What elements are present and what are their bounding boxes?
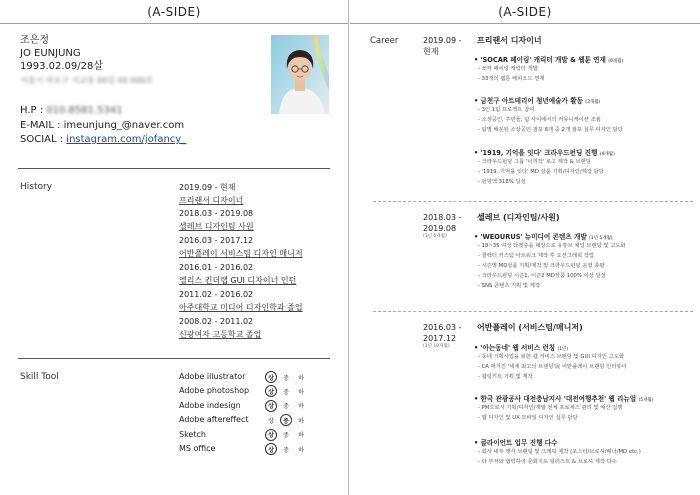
history-date: 2016.03 - 2017.12 (179, 236, 254, 245)
career-date (423, 322, 462, 350)
project-detail: - 시즌별 MD상품 기획/제작 및 크라우드펀딩 운영 총괄 (478, 263, 605, 269)
project-detail: - 크라우드펀딩 시즌1, 시즌2 MD상품 100% 이상 달성 (478, 273, 606, 279)
career-divider (373, 201, 693, 202)
project-count: (6개월) (608, 59, 624, 64)
project-name: 'SOCAR 페이링' 캐릭터 개발 & 웹툰 연재 (480, 56, 606, 64)
left-page-header: (A-SIDE) (0, 0, 348, 24)
history-date: 2018.03 - 2019.08 (179, 209, 254, 218)
left-page (0, 0, 348, 495)
project-detail: - PM으로서 기획/디자인/개발 전체 프로세스 관리 및 예산 집행 (478, 405, 623, 411)
skill-name: Adobe indesign (179, 400, 241, 410)
project-detail: - 웹링키트 기획 및 제작 (478, 374, 533, 380)
skill-label: Skill Tool (20, 372, 59, 382)
career-date-start: 2016.03 - (423, 323, 462, 332)
skill-level-mark: 중 (283, 403, 289, 411)
history-entry: 엘리스 킨더랩 GUI 디자이너 인턴 (179, 276, 297, 285)
right-page (350, 0, 700, 495)
project-detail: - 동네 기획사업을 위한 웹 서비스 브랜딩 및 GUI 디자인 고도화 (478, 354, 624, 360)
phone-label: H.P : (20, 105, 47, 116)
project-name: 한국 관광공사 대전충남지사 '대전여행추천' 웹 리뉴얼 (480, 395, 637, 403)
skill-level-mark: 상 (265, 400, 277, 412)
divider-skill (18, 358, 330, 359)
skill-level-mark: 중 (280, 414, 292, 426)
skill-level-mark: 상 (265, 385, 277, 397)
history-entry: 어반플레이 서비스팀 디자인 매니저 (179, 249, 303, 258)
skill-level-mark: 중 (283, 446, 289, 454)
history-date: 2016.01 - 2016.02 (179, 263, 254, 272)
project-detail: - 18~35 여성 타겟층을 대상으로 유튜브 채널 브랜딩 및 고도화 (478, 243, 626, 249)
skill-level-mark: 하 (298, 403, 304, 411)
skill-level-mark: 하 (298, 417, 304, 425)
skill-name: Sketch (179, 429, 206, 439)
career-date (423, 35, 462, 57)
project-name: 'WEOURUS' 뉴미디어 콘텐츠 개발 (480, 233, 587, 241)
email-row (20, 119, 184, 132)
skill-row (179, 400, 339, 414)
history-entry: 셀레브 디자인팀 사원 (179, 222, 254, 231)
skill-row (179, 443, 339, 457)
email-value[interactable]: imeunjung_@naver.com (63, 120, 185, 131)
skill-level (265, 400, 307, 412)
name-korean: 조은정 (20, 35, 49, 46)
project-detail: - 웹 디자인 및 UX 모바일 디자인 실무 담당 (478, 415, 578, 421)
skill-row (179, 385, 339, 399)
skill-level (265, 429, 307, 441)
skill-name: Adobe photoshop (179, 386, 250, 396)
skill-name: Adobe aftereffect (179, 415, 249, 425)
date-of-birth: 1993.02.09/28살 (20, 61, 104, 72)
career-title: 어반플레이 (서비스팀/매니저) (477, 323, 583, 332)
project-detail: - '1919, 기억을 잇다' MD 상품 기획/디자인/제작 담당 (478, 169, 604, 175)
project-count: (5개월) (638, 398, 654, 403)
project-detail: - 펀딩액 318% 달성 (478, 179, 526, 185)
skill-row (179, 371, 339, 385)
skill-level-mark: 중 (283, 432, 289, 440)
project-heading: • 'WEOURUS' 뉴미디어 콘텐츠 개발 (1년 5개월) (474, 233, 613, 241)
project-detail: - 소상공인, 주민들, 팀 사이에서의 커뮤니케이션 조율 (478, 117, 601, 123)
project-detail: - CA 매거진 '세계 최고의 브랜딩'展 어반플레이 브랜딩 인터뷰이 (478, 364, 627, 370)
project-detail: - 회사 내부 행사 브랜딩 및 그래픽 제작 (포스터/브로셔/배너/MD etc.) (478, 449, 641, 455)
history-entry: 신광여자 고등학교 졸업 (179, 330, 262, 339)
email-label: E-MAIL : (20, 120, 64, 131)
project-heading: • 한국 관광공사 대전충남지사 '대전여행추천' 웹 리뉴얼 (5개월) (474, 395, 654, 403)
project-name: '아는동네' 웹 서비스 런칭 (480, 344, 556, 352)
project-heading: • '1919, 기억을 잇다' 크라우드펀딩 진행 (4개월) (474, 149, 615, 157)
history-entry: 아주대학교 미디어 디자인학과 졸업 (179, 303, 303, 312)
project-detail: - SNS 콘텐츠 기획 및 제작 (478, 283, 540, 289)
skill-level-mark: 하 (298, 374, 304, 382)
skill-level-mark: 상 (265, 429, 277, 441)
skill-row (179, 414, 339, 428)
project-detail: - 3인 1팀 프로젝트 참여 (478, 107, 535, 113)
project-name: 클라이언트 업무 진행 다수 (480, 439, 558, 447)
skill-level-mark: 상 (268, 417, 274, 425)
project-heading: • 클라이언트 업무 진행 다수 (474, 439, 558, 447)
skill-level (265, 443, 307, 455)
project-count: (4개월) (599, 152, 615, 157)
address: 서울시 마포구 서교동 00길 00 000호 (20, 76, 154, 85)
project-detail: - 쏘카 페이링 캐릭터 개발 (478, 66, 538, 72)
skill-level (265, 414, 307, 426)
project-count: (1년) (557, 347, 569, 352)
project-detail: - 33개의 웹툰 에피소드 연재 (478, 76, 545, 82)
career-title: 셀레브 (디자인팀/사원) (477, 213, 560, 222)
social-row (20, 133, 186, 146)
skill-level-mark: 하 (298, 388, 304, 396)
career-date (423, 212, 462, 240)
social-link[interactable]: instagram.com/jofancy_ (66, 134, 187, 145)
history-label: History (20, 182, 53, 192)
skill-level-mark: 상 (265, 371, 277, 383)
skill-level (265, 385, 307, 397)
project-detail: - 크라우드펀딩 그룹 '이끼작' 로고 제작 & 브랜딩 (478, 159, 591, 165)
page-divider (348, 0, 349, 495)
history-date: 2008.02 - 2011.02 (179, 317, 254, 326)
project-heading: • 금천구 아트테리어 청년예술가 활동 (3개월) (474, 97, 601, 105)
skill-level-mark: 상 (265, 443, 277, 455)
skill-level-mark: 하 (298, 432, 304, 440)
career-divider (373, 311, 693, 312)
social-label: SOCIAL : (20, 134, 67, 145)
right-page-header: (A-SIDE) (350, 0, 700, 24)
career-label: Career (370, 36, 399, 46)
name-english: JO EUNJUNG (20, 48, 81, 59)
skill-row (179, 429, 339, 443)
career-date-start: 2018.03 - (423, 213, 462, 222)
career-duration: (1년 10개월) (423, 344, 450, 349)
career-duration: (1년 6개월) (423, 234, 447, 239)
project-heading: • '아는동네' 웹 서비스 런칭 (1년) (474, 344, 569, 352)
project-detail: - 타 부서와 협력하여 문화지도 일러스트 & 브로셔 제작 다수 (478, 459, 617, 465)
career-title: 프리랜서 디자이너 (477, 36, 542, 45)
skill-level-mark: 중 (283, 388, 289, 396)
skill-name: MS office (179, 444, 216, 453)
skill-name: Adobe illustrator (179, 372, 246, 381)
project-heading: • 'SOCAR 페이링' 캐릭터 개발 & 웹툰 연재 (6개월) (474, 56, 624, 64)
history-date: 2019.09 - 현재 (179, 183, 236, 192)
project-count: (3개월) (585, 100, 601, 105)
project-name: '1919, 기억을 잇다' 크라우드펀딩 진행 (480, 149, 598, 157)
history-date: 2011.02 - 2016.02 (179, 290, 254, 299)
history-entry: 프리랜서 디자이너 (179, 196, 244, 205)
skill-level-mark: 하 (298, 446, 304, 454)
divider-history (18, 168, 330, 169)
skill-level-mark: 중 (283, 374, 289, 382)
phone-row (20, 104, 123, 117)
career-date-start: 2019.09 - (423, 36, 462, 45)
career-date-end: 2019.08 (423, 224, 457, 233)
phone-value: 010.8581.5341 (46, 105, 123, 116)
skill-level (265, 371, 307, 383)
project-name: 금천구 아트테리어 청년예술가 활동 (480, 97, 583, 105)
project-detail: - 콜렉터 커스텀 아트워크 제작 후 오션그래픽 작업 (478, 253, 595, 259)
project-count: (1년 5개월) (588, 236, 613, 241)
career-date-end: 2017.12 (423, 334, 457, 343)
profile-photo (271, 35, 329, 114)
project-detail: - 팀별 배분된 소상공인 점포 8개 중 2개 점포 실무 디자인 담당 (478, 127, 623, 133)
career-date-end: 현재 (423, 47, 439, 56)
